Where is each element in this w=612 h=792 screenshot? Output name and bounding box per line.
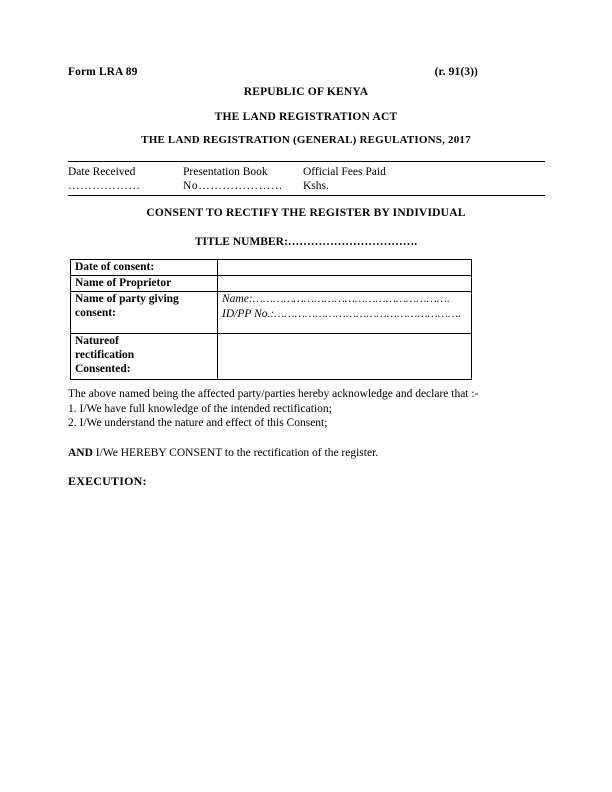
receipt-strip-fields: [68, 179, 545, 193]
nature-of-rectification-label: [71, 334, 218, 380]
declaration-item-1: 1. I/We have full knowledge of the intended rectification;: [68, 402, 332, 415]
consent-details-table: [70, 259, 472, 380]
nature-label-word-of: of: [109, 335, 119, 347]
presentation-book-label: Presentation Book: [183, 166, 268, 178]
consent-statement-text: I/We HEREBY CONSENT to the rectification of the register.: [92, 447, 379, 459]
rule-reference: (r. 91(3)): [434, 66, 478, 78]
table-row: [71, 276, 472, 292]
official-fees-field[interactable]: Kshs.: [303, 180, 329, 192]
nature-of-rectification-value[interactable]: [218, 334, 472, 380]
nature-label-line-1: [75, 334, 213, 348]
receipt-strip: [68, 161, 545, 196]
declaration-intro: The above named being the affected party/parties hereby acknowledge and declare that :-: [68, 388, 479, 400]
regulations-heading: THE LAND REGISTRATION (GENERAL) REGULATIONS, 2017: [141, 134, 471, 146]
form-code: Form LRA 89: [68, 66, 138, 78]
nature-label-word-nature: Nature: [75, 335, 110, 347]
execution-label: EXECUTION:: [68, 474, 147, 488]
consent-statement: [68, 446, 378, 461]
title-number-field[interactable]: TITLE NUMBER:…………………………….: [194, 236, 418, 248]
party-label-line-2: consent:: [75, 307, 116, 319]
nature-label-line-3: Consented:: [75, 363, 131, 375]
date-of-consent-value[interactable]: [218, 260, 472, 276]
table-row: [71, 292, 472, 334]
act-heading: THE LAND REGISTRATION ACT: [214, 111, 398, 123]
table-row: [71, 334, 472, 380]
declaration-item-2: 2. I/We understand the nature and effect of this Consent;: [68, 417, 328, 429]
name-of-proprietor-value[interactable]: [218, 276, 472, 292]
party-giving-consent-label: [71, 292, 218, 334]
republic-heading: REPUBLIC OF KENYA: [243, 86, 369, 98]
nature-label-line-2: rectification: [75, 349, 135, 361]
table-row: [71, 260, 472, 276]
date-received-field[interactable]: ………………: [68, 180, 141, 192]
form-header-row: [68, 66, 478, 78]
consent-statement-and: AND: [68, 447, 93, 459]
party-label-line-1: Name of party giving: [75, 293, 179, 305]
date-received-label: Date Received: [68, 166, 136, 178]
document-title: CONSENT TO RECTIFY THE REGISTER BY INDIVIDUAL: [146, 207, 466, 219]
party-name-field[interactable]: Name:………………………………………………….: [222, 293, 450, 305]
receipt-strip-labels: [68, 165, 545, 179]
official-fees-label: Official Fees Paid: [303, 166, 386, 178]
party-idpp-field[interactable]: ID/PP No.:……………………………………………….: [222, 307, 462, 320]
declaration-block: [68, 387, 548, 431]
date-of-consent-label: Date of consent:: [71, 260, 218, 276]
party-giving-consent-value[interactable]: [218, 292, 472, 334]
presentation-book-field[interactable]: No…………………: [183, 180, 283, 192]
name-of-proprietor-label: Name of Proprietor: [71, 276, 218, 292]
